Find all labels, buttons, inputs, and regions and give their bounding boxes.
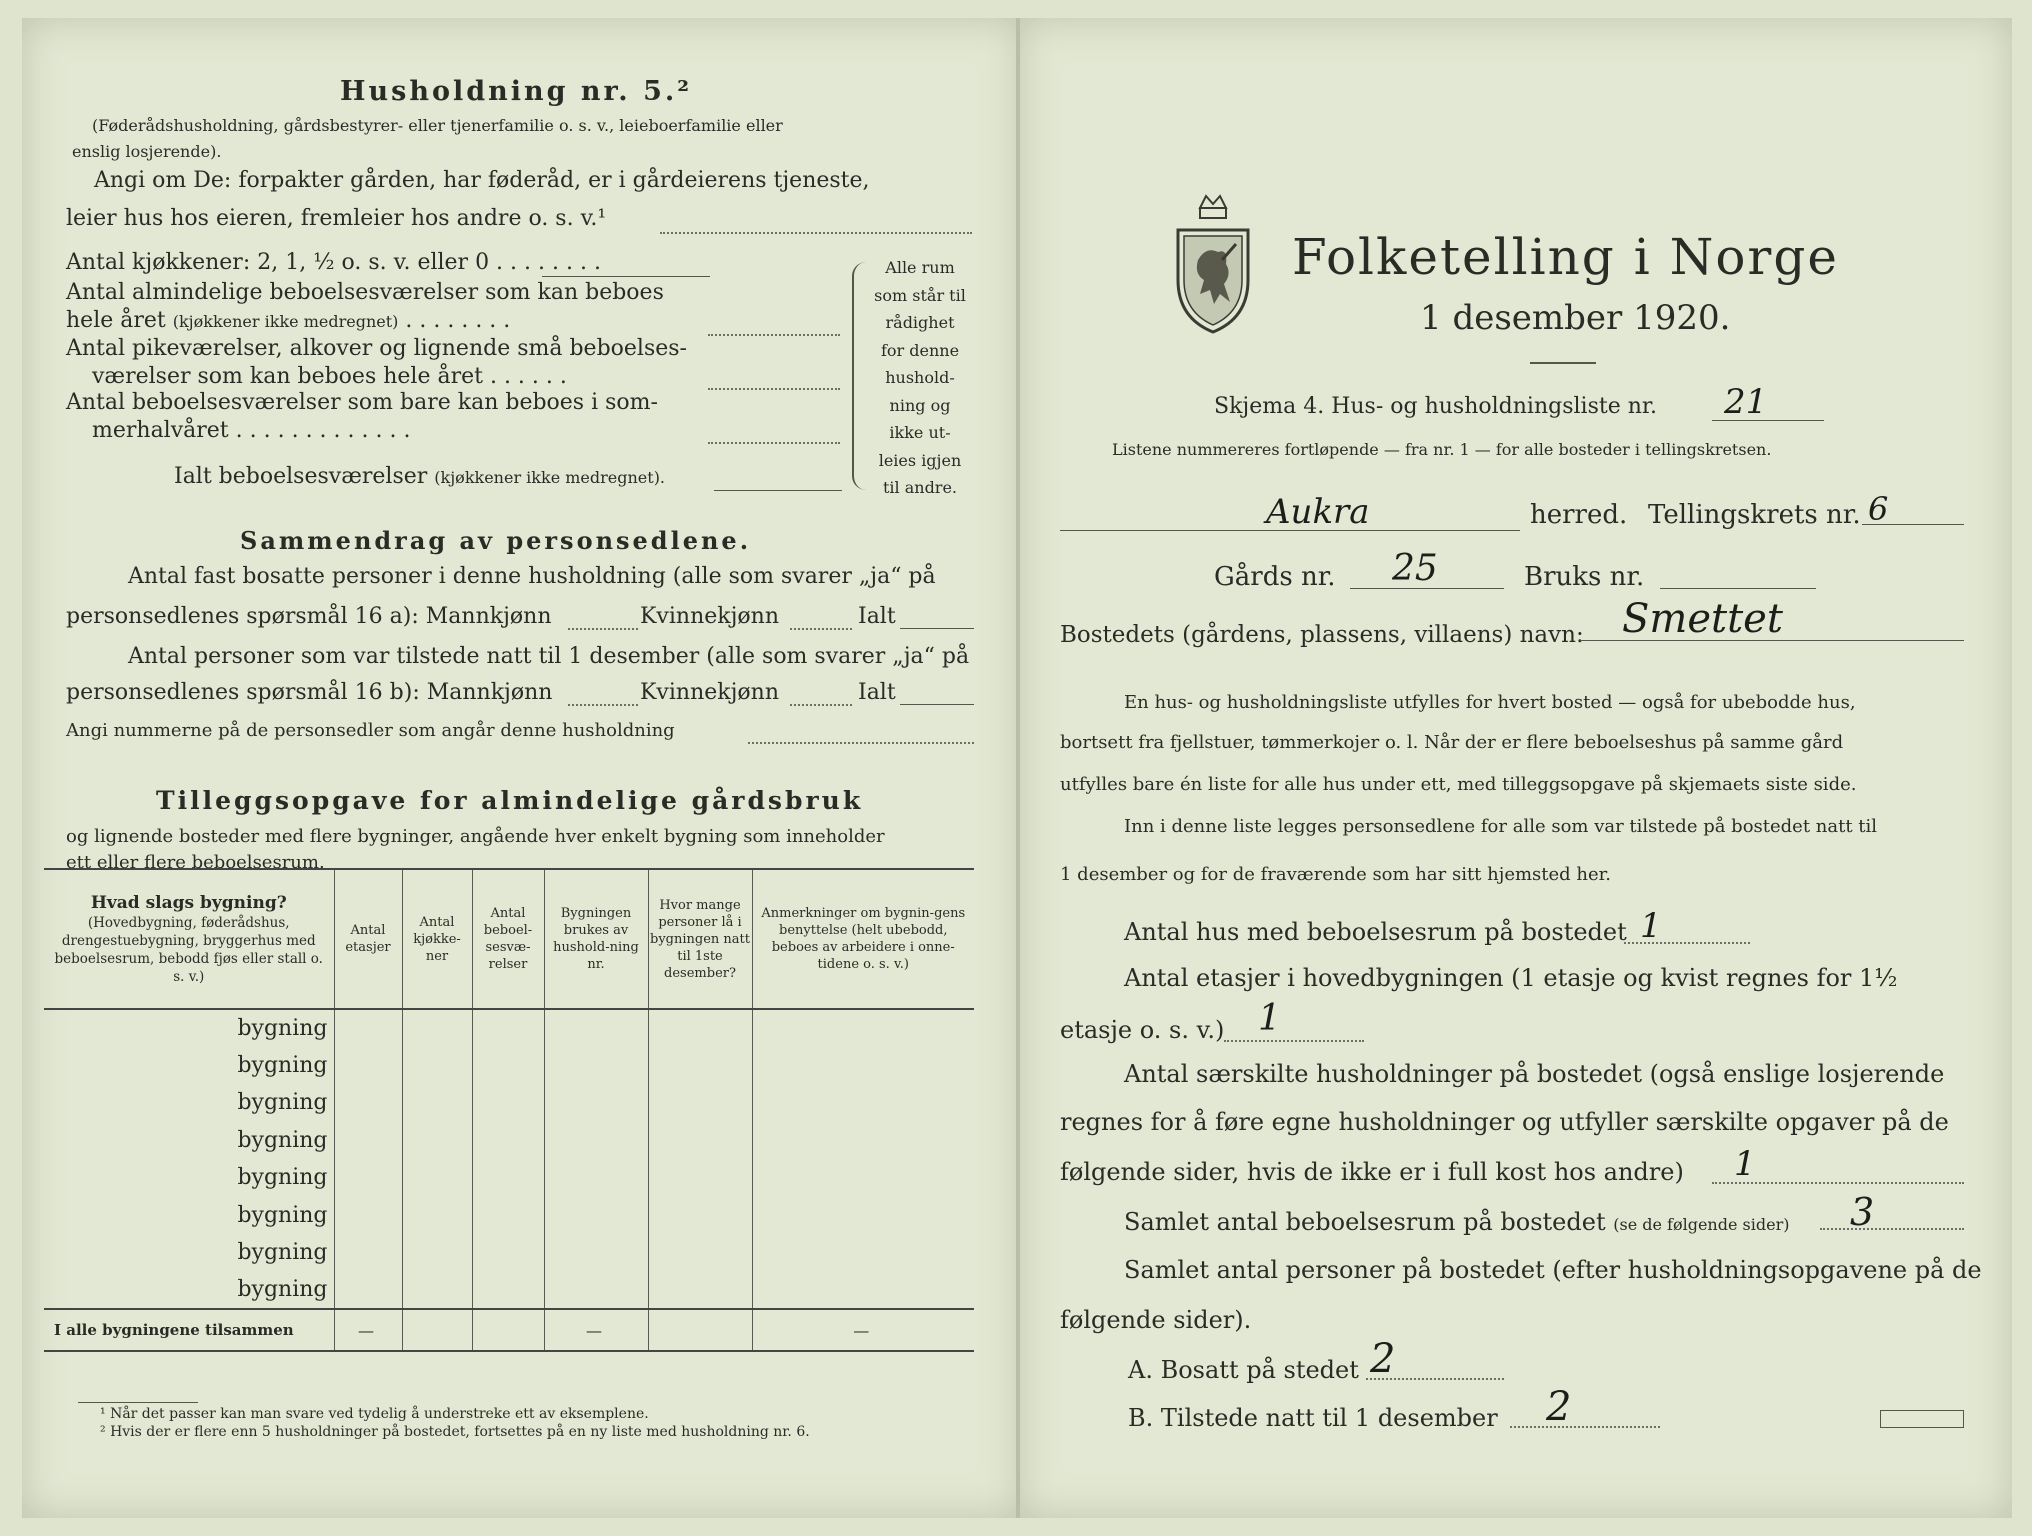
bruks-line — [1660, 588, 1816, 589]
building-cell[interactable] — [648, 1122, 752, 1160]
total-rooms-answer-line[interactable] — [714, 490, 842, 491]
buildings-total-cell[interactable]: — — [334, 1309, 402, 1351]
building-cell[interactable] — [334, 1159, 402, 1197]
q-rum-value[interactable]: 3 — [1850, 1190, 1875, 1234]
household-title: Husholdning nr. 5.² — [340, 76, 693, 107]
summer-rooms-label-2: merhalvåret . . . . . . . . . . . . . — [92, 418, 411, 443]
ordinary-rooms-label-2: hele året (kjøkkener ikke medregnet) . . . . . . . . — [66, 308, 511, 333]
q-hush-line — [1712, 1182, 1964, 1184]
brace-note-line: rådighet — [885, 313, 955, 332]
summary-p1-kvinne: Kvinnekjønn — [640, 604, 779, 629]
building-cell[interactable] — [648, 1234, 752, 1272]
a-bosatt-line — [1366, 1378, 1504, 1380]
rooms-brace — [852, 262, 868, 490]
angi-nummer-line[interactable] — [748, 742, 974, 744]
building-row — [44, 1084, 974, 1122]
buildings-total-label: I alle bygningene tilsammen — [54, 1321, 294, 1339]
building-cell[interactable] — [402, 1234, 472, 1272]
building-cell[interactable] — [402, 1084, 472, 1122]
buildings-total-cell[interactable] — [648, 1309, 752, 1351]
brace-note-line: som står til — [874, 285, 966, 305]
q-hush-line1: Antal særskilte husholdninger på bostedet (også enslige losjerende — [1124, 1060, 1945, 1088]
building-cell[interactable] — [544, 1159, 648, 1197]
footnote-2: ² Hvis der er flere enn 5 husholdninger på bostedet, fortsettes på en ny liste med husholdning nr. 6. — [100, 1424, 810, 1440]
q-pers-line1: Samlet antal personer på bostedet (efter husholdningsopgavene på de — [1124, 1256, 1982, 1284]
building-cell[interactable] — [472, 1272, 544, 1310]
gards-label: Gårds nr. — [1214, 562, 1336, 592]
summary-title: Sammendrag av personsedlene. — [240, 526, 752, 555]
buildings-header-row — [44, 869, 974, 1009]
building-cell[interactable] — [472, 1234, 544, 1272]
total-rooms-label: Ialt beboelsesværelser (kjøkkener ikke medregnet). — [174, 464, 666, 489]
supplement-text-1: og lignende bosteder med flere bygninger, angående hver enkelt bygning som inneholder — [66, 826, 885, 847]
bosted-value[interactable]: Smettet — [1622, 596, 1783, 642]
kitchens-answer-line[interactable] — [542, 276, 710, 277]
summary-p2-line2: personsedlenes spørsmål 16 b): Mannkjønn — [66, 680, 553, 705]
q-etasjer-line2: etasje o. s. v.) — [1060, 1016, 1225, 1044]
col-header-floors: Antal etasjer — [334, 869, 402, 1009]
tellingskrets-label: Tellingskrets nr. — [1648, 500, 1861, 530]
building-row-label[interactable]: bygning — [237, 1090, 328, 1116]
building-cell[interactable] — [752, 1197, 974, 1235]
summary-p1-ialt: Ialt — [858, 604, 896, 629]
building-row-label[interactable]: bygning — [237, 1015, 328, 1041]
building-row — [44, 1234, 974, 1272]
listene-note: Listene nummereres fortløpende — fra nr. 1 — for alle bosteder i tellingskretsen. — [1112, 440, 1772, 459]
building-row-label[interactable]: bygning — [237, 1052, 328, 1078]
building-cell[interactable] — [334, 1009, 402, 1047]
building-cell[interactable] — [544, 1122, 648, 1160]
building-cell[interactable] — [472, 1197, 544, 1235]
summary-angi-nummer: Angi nummerne på de personsedler som angår denne husholdning — [66, 720, 675, 741]
q-etasjer-line1: Antal etasjer i hovedbygningen (1 etasje og kvist regnes for 1½ — [1124, 964, 1898, 992]
buildings-total-cell[interactable] — [402, 1309, 472, 1351]
bruks-label: Bruks nr. — [1524, 562, 1645, 592]
supplement-text-2: ett eller flere beboelsesrum. — [66, 852, 325, 873]
building-cell[interactable] — [472, 1084, 544, 1122]
q-hush-line3: følgende sider, hvis de ikke er i full kost hos andre) — [1060, 1158, 1684, 1186]
gards-line — [1350, 588, 1504, 589]
maid-rooms-label-1: Antal pikeværelser, alkover og lignende små beboelses- — [66, 336, 687, 361]
summer-rooms-label-1: Antal beboelsesværelser som bare kan beboes i som- — [66, 390, 658, 415]
supplement-title: Tilleggsopgave for almindelige gårdsbruk — [156, 786, 864, 815]
info-2-line2: 1 desember og for de fraværende som har sitt hjemsted her. — [1060, 864, 1611, 885]
maid-rooms-answer-line[interactable] — [708, 388, 840, 390]
building-cell[interactable] — [402, 1272, 472, 1310]
p2-male-line[interactable] — [568, 704, 638, 706]
summer-rooms-answer-line[interactable] — [708, 442, 840, 444]
skjema-label: Skjema 4. Hus- og husholdningsliste nr. — [1214, 394, 1657, 419]
herred-value[interactable]: Aukra — [1266, 492, 1370, 532]
building-row — [44, 1009, 974, 1047]
buildings-body — [44, 1009, 974, 1351]
census-subtitle: 1 desember 1920. — [1420, 298, 1731, 338]
skjema-line — [1712, 420, 1824, 421]
building-cell[interactable] — [334, 1047, 402, 1085]
maid-rooms-label-2: værelser som kan beboes hele året . . . . . . — [92, 364, 567, 389]
building-cell[interactable] — [544, 1047, 648, 1085]
building-cell[interactable] — [648, 1009, 752, 1047]
q-etasjer-line — [1224, 1040, 1364, 1042]
building-cell[interactable] — [648, 1272, 752, 1310]
kitchens-label: Antal kjøkkener: 2, 1, ½ o. s. v. eller 0 . . . . . . . . — [66, 250, 601, 275]
building-cell[interactable] — [752, 1084, 974, 1122]
summary-p2-kvinne: Kvinnekjønn — [640, 680, 779, 705]
building-row-label[interactable]: bygning — [237, 1165, 328, 1191]
q-etasjer-value[interactable]: 1 — [1258, 998, 1281, 1039]
building-cell[interactable] — [402, 1047, 472, 1085]
building-row — [44, 1122, 974, 1160]
summary-p1-line1: Antal fast bosatte personer i denne husholdning (alle som svarer „ja“ på — [128, 564, 936, 589]
ordinary-rooms-label-1: Antal almindelige beboelsesværelser som kan beboes — [66, 280, 664, 305]
a-bosatt-label: A. Bosatt på stedet — [1128, 1356, 1359, 1384]
printer-stamp-icon — [1880, 1410, 1964, 1428]
building-row-label[interactable]: bygning — [237, 1240, 328, 1266]
footnote-separator — [78, 1402, 198, 1403]
building-cell[interactable] — [648, 1047, 752, 1085]
building-cell[interactable] — [544, 1234, 648, 1272]
q-hush-line2: regnes for å føre egne husholdninger og utfyller særskilte opgaver på de — [1060, 1108, 1949, 1136]
q-hus-line — [1624, 942, 1750, 944]
angi-answer-line[interactable] — [660, 232, 972, 234]
census-title: Folketelling i Norge — [1292, 228, 1839, 286]
building-cell[interactable] — [402, 1122, 472, 1160]
brace-note-line: hushold- — [885, 368, 955, 387]
building-cell[interactable] — [472, 1122, 544, 1160]
col-header-persons: Hvor mange personer lå i bygningen natt til 1ste desember? — [648, 869, 752, 1009]
buildings-total-cell[interactable]: — — [544, 1309, 648, 1351]
building-row — [44, 1197, 974, 1235]
col-header-building-type — [44, 869, 334, 1009]
building-cell[interactable] — [334, 1272, 402, 1310]
col-header-building-type-title: Hvad slags bygning? — [90, 893, 287, 913]
building-row — [44, 1272, 974, 1310]
building-cell[interactable] — [472, 1009, 544, 1047]
brace-note — [868, 254, 972, 502]
col-header-building-type-text: (Hovedbygning, føderådshus, drengestuebygning, bryggerhus med beboelsesrum, bebodd fjøs eller stall o. s. v.) — [54, 915, 323, 985]
building-cell[interactable] — [402, 1197, 472, 1235]
q-pers-line2: følgende sider). — [1060, 1306, 1252, 1334]
building-cell[interactable] — [402, 1009, 472, 1047]
building-cell[interactable] — [648, 1159, 752, 1197]
q-hus-label: Antal hus med beboelsesrum på bostedet — [1124, 918, 1627, 946]
brace-note-line: leies igjen — [878, 450, 962, 470]
brace-note-line: ikke ut- — [889, 423, 951, 442]
building-cell[interactable] — [752, 1047, 974, 1085]
building-cell[interactable] — [752, 1234, 974, 1272]
col-header-rooms: Antal beboel-sesvæ-relser — [472, 869, 544, 1009]
building-cell[interactable] — [334, 1084, 402, 1122]
info-1-line2: bortsett fra fjellstuer, tømmerkojer o. l. Når der er flere beboelseshus på samme gård — [1060, 732, 1844, 753]
b-tilstede-label: B. Tilstede natt til 1 desember — [1128, 1404, 1498, 1432]
buildings-total-cell[interactable]: — — [752, 1309, 974, 1351]
building-cell[interactable] — [334, 1197, 402, 1235]
col-header-kitchens: Antal kjøkke-ner — [402, 869, 472, 1009]
p1-total-line[interactable] — [900, 628, 974, 629]
building-cell[interactable] — [544, 1197, 648, 1235]
building-cell[interactable] — [544, 1272, 648, 1310]
q-hus-value[interactable]: 1 — [1640, 906, 1662, 946]
building-cell[interactable] — [472, 1047, 544, 1085]
buildings-total-row — [44, 1309, 974, 1351]
col-header-household-nr: Bygningen brukes av hushold-ning nr. — [544, 869, 648, 1009]
buildings-total-cell[interactable] — [472, 1309, 544, 1351]
info-1-line1: En hus- og husholdningsliste utfylles for hvert bosted — også for ubebodde hus, — [1124, 692, 1856, 713]
q-rum-label: Samlet antal beboelsesrum på bostedet (se de følgende sider) — [1124, 1208, 1790, 1236]
household-angi-line1: Angi om De: forpakter gården, har føderåd, er i gårdeierens tjeneste, — [94, 168, 870, 193]
building-cell[interactable] — [648, 1084, 752, 1122]
building-cell[interactable] — [752, 1009, 974, 1047]
building-cell[interactable] — [402, 1159, 472, 1197]
info-1-line3: utfylles bare én liste for alle hus under ett, med tilleggsopgave på skjemaets siste side. — [1060, 774, 1857, 795]
building-row-label[interactable]: bygning — [237, 1277, 328, 1303]
building-cell[interactable] — [752, 1272, 974, 1310]
q-rum-line — [1820, 1228, 1964, 1230]
a-bosatt-value[interactable]: 2 — [1370, 1336, 1396, 1382]
brace-note-line: Alle rum — [885, 258, 955, 277]
col-header-remarks: Anmerkninger om bygnin-gens benyttelse (helt ubebodd, beboes av arbeidere i onne-tidene o. s. v.) — [752, 869, 974, 1009]
norway-coat-of-arms-icon — [1170, 190, 1256, 336]
b-tilstede-value[interactable]: 2 — [1546, 1384, 1572, 1430]
building-row-label[interactable]: bygning — [237, 1202, 328, 1228]
p2-total-line[interactable] — [900, 704, 974, 705]
herred-label: herred. — [1530, 500, 1628, 530]
tellingskrets-value[interactable]: 6 — [1868, 490, 1889, 528]
buildings-table — [44, 868, 974, 1352]
building-cell[interactable] — [334, 1234, 402, 1272]
building-cell[interactable] — [648, 1197, 752, 1235]
building-row — [44, 1159, 974, 1197]
brace-note-line: til andre. — [882, 478, 958, 497]
building-cell[interactable] — [752, 1122, 974, 1160]
summary-p1-line2: personsedlenes spørsmål 16 a): Mannkjønn — [66, 604, 552, 629]
building-row — [44, 1047, 974, 1085]
household-intro-line2: enslig losjerende). — [72, 142, 222, 161]
brace-note-line: for denne — [880, 340, 960, 360]
herred-line — [1060, 530, 1520, 531]
info-2-line1: Inn i denne liste legges personsedlene for alle som var tilstede på bostedet natt til — [1124, 816, 1878, 837]
bosted-label: Bostedets (gårdens, plassens, villaens) navn: — [1060, 622, 1584, 648]
household-intro-line1: (Føderådshusholdning, gårdsbestyrer- eller tjenerfamilie o. s. v., leieboerfamilie eller — [92, 116, 783, 135]
building-cell[interactable] — [544, 1084, 648, 1122]
tellingskrets-line — [1862, 524, 1964, 525]
p1-female-line[interactable] — [790, 628, 852, 630]
building-cell[interactable] — [334, 1122, 402, 1160]
summary-p2-ialt: Ialt — [858, 680, 896, 705]
ordinary-rooms-answer-line[interactable] — [708, 334, 840, 336]
skjema-value[interactable]: 21 — [1724, 382, 1768, 422]
summary-p2-line1: Antal personer som var tilstede natt til 1 desember (alle som svarer „ja“ på — [128, 644, 970, 669]
bosted-line — [1580, 640, 1964, 641]
p2-female-line[interactable] — [790, 704, 852, 706]
building-cell[interactable] — [752, 1159, 974, 1197]
building-cell[interactable] — [544, 1009, 648, 1047]
brace-note-line: ning og — [889, 395, 951, 415]
building-cell[interactable] — [472, 1159, 544, 1197]
b-tilstede-line — [1510, 1426, 1660, 1428]
gards-value[interactable]: 25 — [1392, 548, 1438, 589]
page-fold — [1016, 18, 1020, 1518]
footnote-1: ¹ Når det passer kan man svare ved tydelig å understreke ett av eksemplene. — [100, 1406, 649, 1422]
q-hush-value[interactable]: 1 — [1734, 1144, 1756, 1184]
title-separator — [1530, 362, 1596, 364]
building-row-label[interactable]: bygning — [237, 1127, 328, 1153]
household-angi-line2: leier hus hos eieren, fremleier hos andre o. s. v.¹ — [66, 206, 607, 231]
p1-male-line[interactable] — [568, 628, 638, 630]
